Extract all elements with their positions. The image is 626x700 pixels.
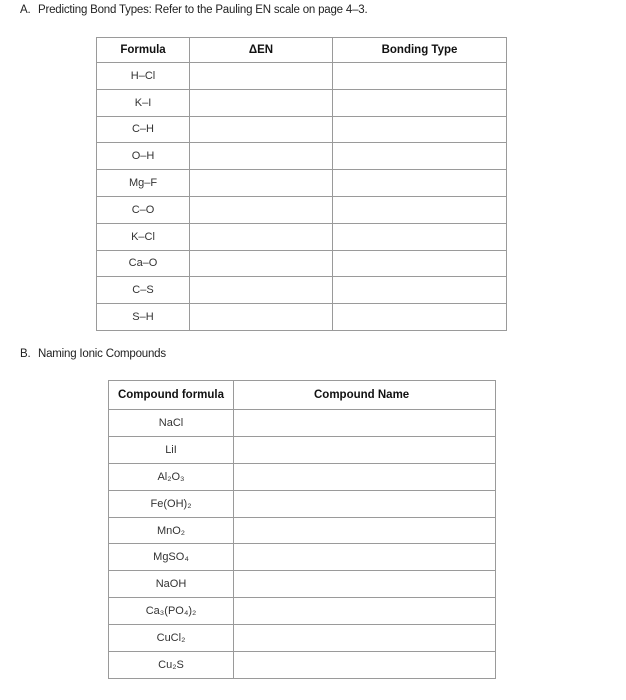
- bonding-type-cell[interactable]: [333, 250, 507, 277]
- delta-en-cell[interactable]: [190, 63, 333, 90]
- compound-formula-cell: CuCl₂: [109, 625, 234, 652]
- bonding-type-cell[interactable]: [333, 143, 507, 170]
- table-row: [97, 250, 507, 277]
- bonding-type-cell[interactable]: [333, 304, 507, 331]
- compound-name-cell[interactable]: [234, 436, 496, 463]
- formula-cell: O–H: [97, 143, 190, 170]
- table-row: [109, 625, 496, 652]
- compound-formula-cell: Al₂O₃: [109, 463, 234, 490]
- table-row: [109, 490, 496, 517]
- compound-name-cell[interactable]: [234, 598, 496, 625]
- delta-en-cell[interactable]: [190, 116, 333, 143]
- table-row: [97, 304, 507, 331]
- formula-cell: Mg–F: [97, 170, 190, 197]
- formula-cell: Ca–O: [97, 250, 190, 277]
- compound-name-cell[interactable]: [234, 463, 496, 490]
- compound-name-cell[interactable]: [234, 490, 496, 517]
- delta-en-cell[interactable]: [190, 196, 333, 223]
- table-row: [109, 517, 496, 544]
- delta-en-header: ΔEN: [190, 38, 333, 63]
- delta-en-cell[interactable]: [190, 250, 333, 277]
- table-row: [109, 436, 496, 463]
- bonding-type-cell[interactable]: [333, 196, 507, 223]
- table-row: [109, 652, 496, 679]
- compound-formula-cell: MgSO₄: [109, 544, 234, 571]
- bonding-type-cell[interactable]: [333, 223, 507, 250]
- compound-name-header: Compound Name: [234, 381, 496, 410]
- table-row: [97, 116, 507, 143]
- compound-formula-cell: MnO₂: [109, 517, 234, 544]
- bonding-type-cell[interactable]: [333, 116, 507, 143]
- table-row: [97, 196, 507, 223]
- section-a-letter: A.: [20, 4, 31, 16]
- formula-cell: C–S: [97, 277, 190, 304]
- bonding-type-cell[interactable]: [333, 277, 507, 304]
- ionic-compounds-table: [108, 380, 496, 679]
- compound-name-cell[interactable]: [234, 517, 496, 544]
- compound-formula-cell: LiI: [109, 436, 234, 463]
- table-row: [97, 63, 507, 90]
- compound-formula-cell: Fe(OH)₂: [109, 490, 234, 517]
- delta-en-cell[interactable]: [190, 89, 333, 116]
- compound-name-cell[interactable]: [234, 544, 496, 571]
- table-row: [97, 223, 507, 250]
- formula-cell: S–H: [97, 304, 190, 331]
- section-b-letter: B.: [20, 348, 31, 360]
- table-header-row: [109, 381, 496, 410]
- formula-cell: K–Cl: [97, 223, 190, 250]
- compound-formula-cell: NaOH: [109, 571, 234, 598]
- table-row: [109, 598, 496, 625]
- table-row: [109, 571, 496, 598]
- section-a-heading: [20, 4, 367, 16]
- bonding-type-cell[interactable]: [333, 170, 507, 197]
- compound-name-cell[interactable]: [234, 652, 496, 679]
- table-row: [109, 544, 496, 571]
- compound-formula-cell: Cu₂S: [109, 652, 234, 679]
- table-row: [109, 463, 496, 490]
- section-b-title: Naming Ionic Compounds: [38, 348, 166, 360]
- delta-en-cell[interactable]: [190, 170, 333, 197]
- formula-cell: C–O: [97, 196, 190, 223]
- section-b-heading: [20, 348, 166, 360]
- table-row: [97, 170, 507, 197]
- delta-en-cell[interactable]: [190, 277, 333, 304]
- formula-cell: H–Cl: [97, 63, 190, 90]
- compound-name-cell[interactable]: [234, 571, 496, 598]
- compound-name-cell[interactable]: [234, 625, 496, 652]
- compound-formula-header: Compound formula: [109, 381, 234, 410]
- compound-formula-cell: NaCl: [109, 410, 234, 437]
- delta-en-cell[interactable]: [190, 143, 333, 170]
- table-header-row: [97, 38, 507, 63]
- bond-types-table: [96, 37, 507, 331]
- table-row: [97, 277, 507, 304]
- delta-en-cell[interactable]: [190, 304, 333, 331]
- table-row: [97, 143, 507, 170]
- section-a-title: Predicting Bond Types: Refer to the Pauling EN scale on page 4–3.: [38, 4, 368, 16]
- table-row: [97, 89, 507, 116]
- bonding-type-cell[interactable]: [333, 89, 507, 116]
- compound-formula-cell: Ca₃(PO₄)₂: [109, 598, 234, 625]
- delta-en-cell[interactable]: [190, 223, 333, 250]
- bonding-type-header: Bonding Type: [333, 38, 507, 63]
- compound-name-cell[interactable]: [234, 410, 496, 437]
- formula-cell: C–H: [97, 116, 190, 143]
- bonding-type-cell[interactable]: [333, 63, 507, 90]
- table-row: [109, 410, 496, 437]
- formula-cell: K–I: [97, 89, 190, 116]
- formula-header: Formula: [97, 38, 190, 63]
